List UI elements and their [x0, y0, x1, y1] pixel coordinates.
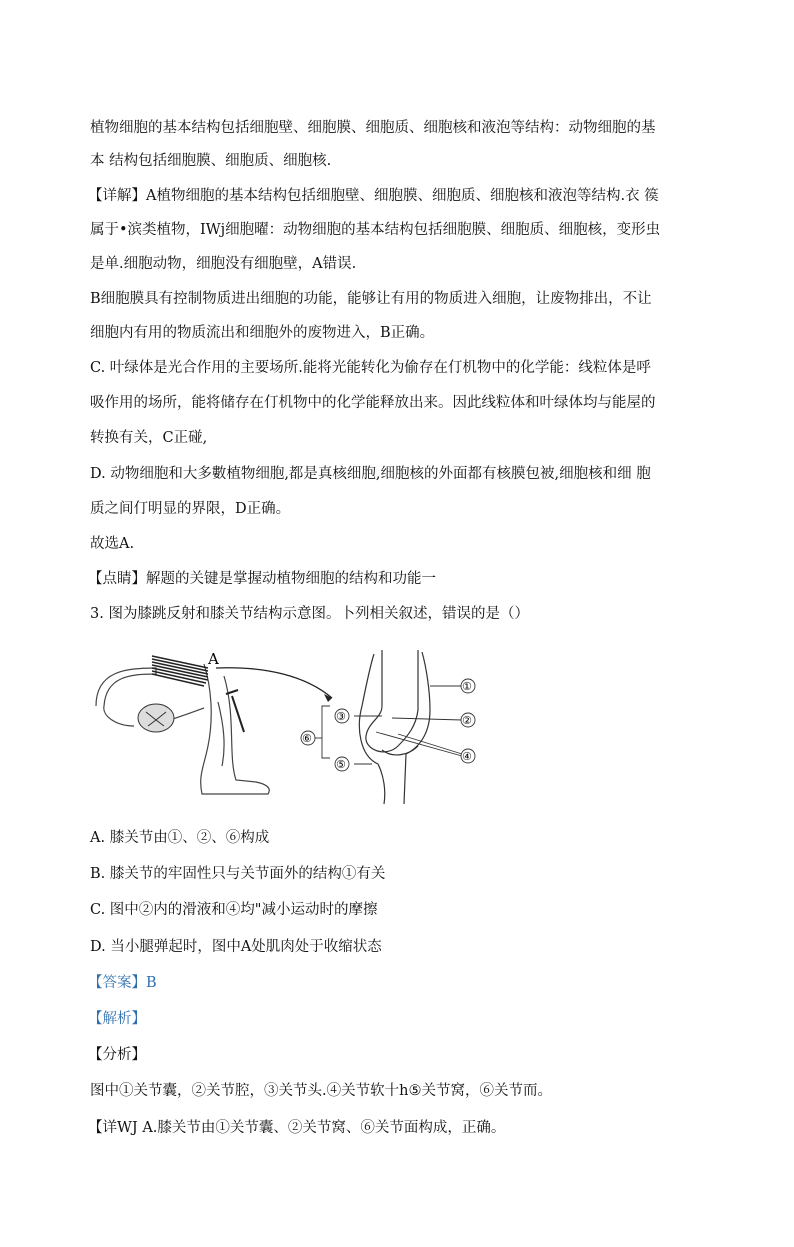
analysis-heading: 【解析】: [88, 1011, 146, 1027]
text-line: 吸作用的场所，能将储存在仃机物中的化学能释放出来。因此线粒体和叶绿体均与能屋的: [90, 395, 656, 411]
text-line: 质之间仃明显的界限，D正确。: [90, 501, 291, 517]
text-line: 本 结构包括细胞膜、细胞质、细胞核.: [90, 153, 332, 169]
pointer-arrow: [216, 668, 332, 698]
option-d: D. 当小腿弹起时，图中A处肌肉处于收缩状态: [90, 939, 382, 955]
option-c: C. 图中②内的滑液和④均"减小运动时的摩擦: [90, 902, 378, 918]
text-line: 【详解】A植物细胞的基本结构包括细胞壁、细胞膜、细胞质、细胞核和液泡等结构.衣 篌: [88, 188, 659, 204]
quadriceps-muscle: [152, 656, 208, 686]
fenxi-text: 图中①关节囊，②关节腔，③关节头.④关节软十h⑤关节窝，⑥关节而。: [90, 1083, 552, 1099]
text-line: 是单.细胞动物，细胞没有细胞壁，A错误.: [90, 256, 357, 272]
question-stem: 3. 图为膝跳反射和膝关节结构示意图。卜列相关叙述，错误的是（）: [90, 606, 529, 622]
text-line: D. 动物细胞和大多數植物细胞,都是真核细胞,细胞核的外面都有核膜包被,细胞核和细 胞: [90, 466, 651, 482]
detail-text: 【详WJ A.膝关节由①关节囊、②关节窝、⑥关节面构成，正确。: [88, 1120, 506, 1136]
callout-4: ④: [462, 750, 472, 763]
fenxi-heading: 【分析】: [88, 1047, 146, 1063]
option-a: A. 膝关节由①、②、⑥构成: [90, 830, 270, 846]
text-line: 转换有关，C正碰,: [90, 430, 208, 446]
text-line: 故选A.: [90, 536, 135, 552]
callout-1: ①: [462, 680, 472, 693]
callout-5: ⑤: [336, 758, 346, 771]
spinal-cord-section: [138, 704, 174, 732]
text-line: B细胞膜具有控制物质进出细胞的功能，能够让有用的物质进入细胞，让废物排出，不让: [90, 291, 652, 307]
callout-6: ⑥: [302, 732, 312, 745]
answer-label: 【答案】B: [88, 975, 157, 991]
knee-reflex-diagram: [86, 646, 506, 806]
text-line: 属于•滨类植物，IWj细胞曜：动物细胞的基本结构包括细胞膜、细胞质、细胞核，变形虫: [90, 222, 661, 238]
text-line: 细胞内有用的物质流出和细胞外的废物进入，B正确。: [90, 325, 435, 341]
option-b: B. 膝关节的牢固性只与关节面外的结构①有关: [90, 866, 386, 882]
callout-3: ③: [336, 710, 346, 723]
callout-circles: [301, 679, 475, 771]
callout-2: ②: [462, 714, 472, 727]
text-line: C. 叶绿体是光合作用的主要场所.能将光能转化为偷存在仃机物中的化学能：线粒体是呼: [90, 360, 651, 376]
text-line: 【点睛】解题的关键是掌握动植物细胞的结构和功能一: [88, 571, 436, 587]
knee-joint: [359, 650, 430, 804]
text-line: 植物细胞的基本结构包括细胞壁、细胞膜、细胞质、细胞核和液泡等结构：动物细胞的基: [90, 120, 656, 136]
label-a: A: [208, 650, 219, 668]
